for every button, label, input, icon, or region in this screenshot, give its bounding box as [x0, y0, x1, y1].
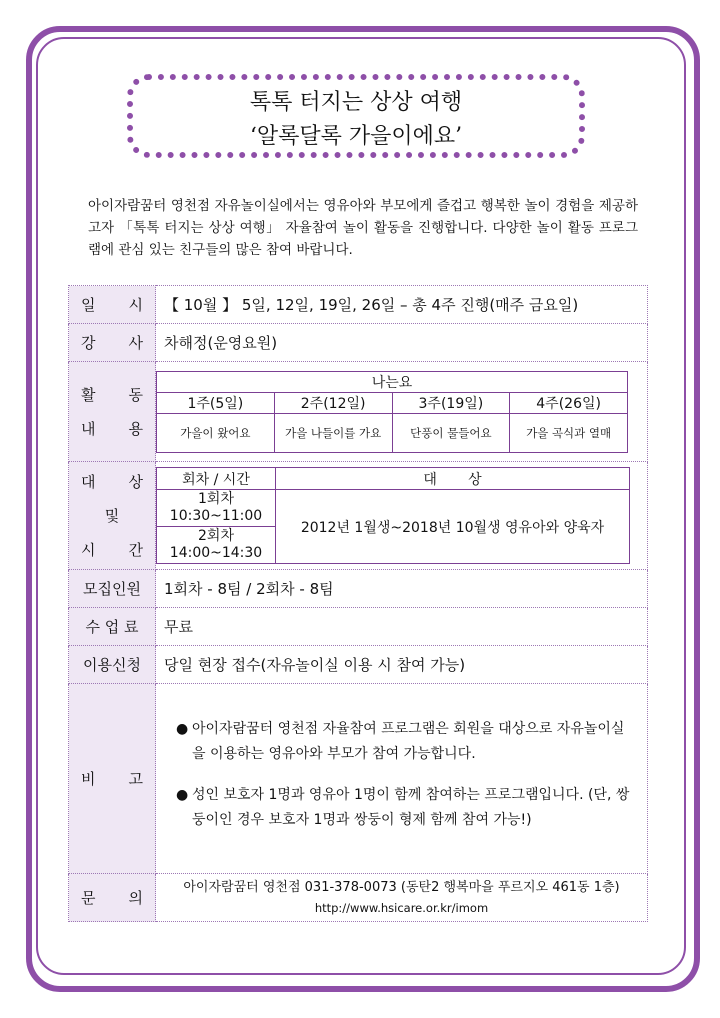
label-instructor: 강 사: [69, 324, 156, 362]
week-4-label: 4주(26일): [510, 393, 628, 414]
week-1-content: 가을이 왔어요: [157, 414, 275, 453]
week-1-label: 1주(5일): [157, 393, 275, 414]
row-instructor: [69, 324, 648, 362]
week-3-content: 단풍이 물들어요: [392, 414, 510, 453]
value-target: [156, 462, 648, 570]
note-item: ● 아이자람꿈터 영천점 자율참여 프로그램은 회원을 대상으로 자유놀이실을 이용하는 영유아와 부모가 참여 가능합니다.: [176, 717, 637, 767]
label-target: 대 상 및 시 간: [69, 462, 156, 570]
value-recruit: 1회차 - 8팀 / 2회차 - 8팀: [156, 570, 648, 608]
col-target-header: 대 상: [276, 468, 630, 490]
contact-info: 아이자람꿈터 영천점 031-378-0073 (동탄2 행복마을 푸르지오 461동 1층): [183, 879, 620, 895]
title-line-2: ‘알록달록 가을이에요’: [249, 124, 463, 149]
title-box: [127, 74, 585, 158]
notes-list: [156, 717, 647, 833]
value-apply: 당일 현장 접수(자유놀이실 이용 시 참여 가능): [156, 646, 648, 684]
label-apply: 이용신청: [69, 646, 156, 684]
value-instructor: 차해정(운영요원): [156, 324, 648, 362]
row-activity: [69, 362, 648, 462]
bullet-icon: ●: [176, 720, 189, 737]
row-notes: [69, 684, 648, 874]
bullet-icon: ●: [176, 786, 189, 803]
value-activity: [156, 362, 648, 462]
intro-paragraph: 아이자람꿈터 영천점 자유놀이실에서는 영유아와 부모에게 즐겁고 행복한 놀이 경험을 제공하고자 「톡톡 터지는 상상 여행」 자율참여 놀이 활동을 진행합니다. 다양한 놀이 활동 프로그램에 관심 있는 친구들의 많은 참여 바랍니다.: [88, 198, 638, 258]
row-target: [69, 462, 648, 570]
week-2-content: 가을 나들이를 가요: [274, 414, 392, 453]
week-4-content: 가을 곡식과 열매: [510, 414, 628, 453]
row-recruit: [69, 570, 648, 608]
label-fee: 수 업 료: [69, 608, 156, 646]
activity-table: [156, 371, 628, 453]
target-table: [156, 467, 630, 564]
info-table: [68, 285, 648, 922]
row-contact: [69, 874, 648, 922]
value-contact: [156, 874, 648, 922]
title-line-1: 톡톡 터지는 상상 여행: [249, 90, 463, 115]
contact-url[interactable]: http://www.hsicare.or.kr/imom: [314, 900, 489, 915]
session-2: 2회차 14:00~14:30: [157, 527, 276, 564]
target-value: 2012년 1월생~2018년 10월생 영유아와 양육자: [276, 490, 630, 564]
label-date: 일 시: [69, 286, 156, 324]
value-notes: [156, 684, 648, 874]
row-date: [69, 286, 648, 324]
label-activity: 활 동 내 용: [69, 362, 156, 462]
note-item: ● 성인 보호자 1명과 영유아 1명이 함께 참여하는 프로그램입니다. (단, 쌍둥이인 경우 보호자 1명과 쌍둥이 형제 함께 참여 가능!): [176, 783, 637, 833]
label-recruit: 모집인원: [69, 570, 156, 608]
value-fee: 무료: [156, 608, 648, 646]
session-1: 1회차 10:30~11:00: [157, 490, 276, 527]
row-fee: [69, 608, 648, 646]
label-notes: 비 고: [69, 684, 156, 874]
row-apply: [69, 646, 648, 684]
activity-header: 나는요: [157, 372, 628, 393]
col-time-header: 회차 / 시간: [157, 468, 276, 490]
value-date: 【 10월 】 5일, 12일, 19일, 26일 – 총 4주 진행(매주 금요일): [156, 286, 648, 324]
label-contact: 문 의: [69, 874, 156, 922]
week-3-label: 3주(19일): [392, 393, 510, 414]
week-2-label: 2주(12일): [274, 393, 392, 414]
